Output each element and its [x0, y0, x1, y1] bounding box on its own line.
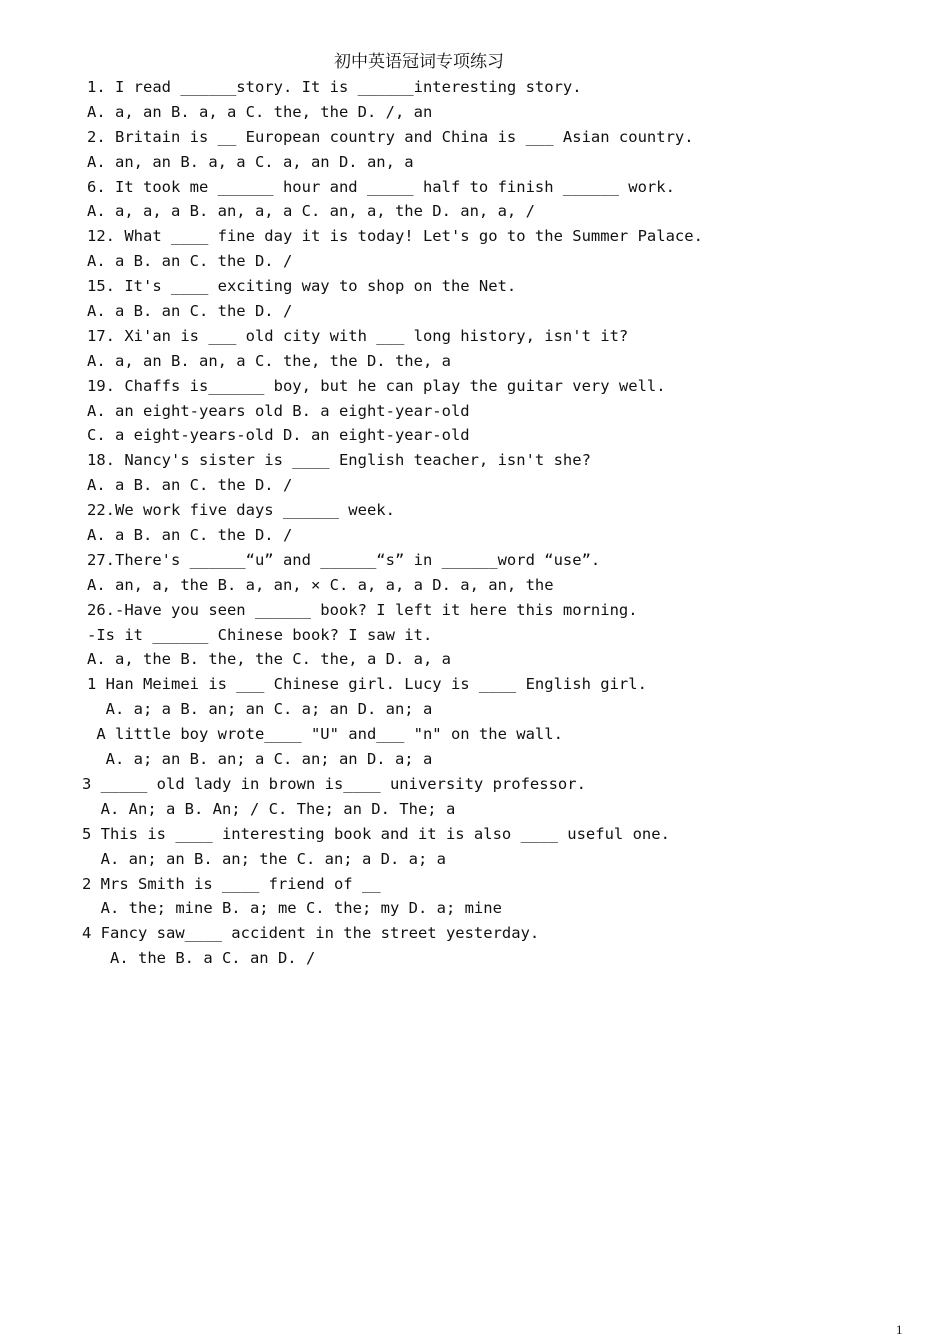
question-19: 19. Chaffs is______ boy, but he can play the guitar very well. [87, 376, 666, 395]
options-26: A. a, the B. the, the C. the, a D. a, a [87, 650, 451, 669]
options-han-meimei: A. a; a B. an; an C. a; an D. an; a [87, 700, 433, 719]
question-interesting-book: 5 This is ____ interesting book and it is also ____ useful one. [82, 824, 670, 843]
question-26-reply: -Is it ______ Chinese book? I saw it. [87, 625, 433, 644]
question-12: 12. What ____ fine day it is today! Let's go to the Summer Palace. [87, 227, 703, 246]
question-1: 1. I read ______story. It is ______interesting story. [87, 78, 582, 96]
options-19-c-d: C. a eight-years-old D. an eight-year-old [87, 426, 470, 445]
question-little-boy: A little boy wrote____ "U" and___ "n" on the wall. [87, 725, 563, 744]
options-12: A. a B. an C. the D. / [87, 252, 293, 271]
options-interesting-book: A. an; an B. an; the C. an; a D. a; a [82, 849, 446, 868]
question-old-lady: 3 _____ old lady in brown is____ university professor. [82, 774, 586, 793]
question-17: 17. Xi'an is ___ old city with ___ long history, isn't it? [87, 326, 629, 345]
options-1: A. a, an B. a, a C. the, the D. /, an [87, 102, 433, 121]
question-26: 26.-Have you seen ______ book? I left it here this morning. [87, 600, 638, 619]
exercise-body [0, 75, 950, 971]
page-number: 1 [896, 1322, 903, 1337]
options-fancy: A. the B. a C. an D. / [82, 949, 316, 968]
options-6: A. a, a, a B. an, a, a C. an, a, the D. an, a, / [87, 202, 535, 221]
options-mrs-smith: A. the; mine B. a; me C. the; my D. a; mine [82, 899, 502, 918]
options-19-a-b: A. an eight-years old B. a eight-year-old [87, 401, 470, 420]
options-18: A. a B. an C. the D. / [87, 476, 293, 495]
options-22: A. a B. an C. the D. / [87, 526, 293, 545]
question-15: 15. It's ____ exciting way to shop on the Net. [87, 277, 517, 296]
options-17: A. a, an B. an, a C. the, the D. the, a [87, 351, 451, 370]
options-27: A. an, a, the B. a, an, × C. a, a, a D. a, an, the [87, 575, 554, 594]
options-15: A. a B. an C. the D. / [87, 302, 293, 321]
question-6: 6. It took me ______ hour and _____ half to finish ______ work. [87, 177, 675, 196]
page-title: 初中英语冠词专项练习 [334, 52, 504, 72]
question-27: 27.There's ______“u” and ______“s” in ______word “use”. [87, 550, 601, 569]
question-mrs-smith: 2 Mrs Smith is ____ friend of __ [82, 874, 381, 893]
options-old-lady: A. An; a B. An; / C. The; an D. The; a [82, 799, 456, 818]
question-18: 18. Nancy's sister is ____ English teacher, isn't she? [87, 451, 591, 470]
question-han-meimei: 1 Han Meimei is ___ Chinese girl. Lucy is ____ English girl. [87, 675, 647, 694]
options-little-boy: A. a; an B. an; a C. an; an D. a; a [87, 750, 433, 769]
question-fancy: 4 Fancy saw____ accident in the street yesterday. [82, 924, 540, 943]
options-2: A. an, an B. a, a C. a, an D. an, a [87, 152, 414, 171]
question-2: 2. Britain is __ European country and China is ___ Asian country. [87, 127, 694, 146]
question-22: 22.We work five days ______ week. [87, 501, 395, 520]
